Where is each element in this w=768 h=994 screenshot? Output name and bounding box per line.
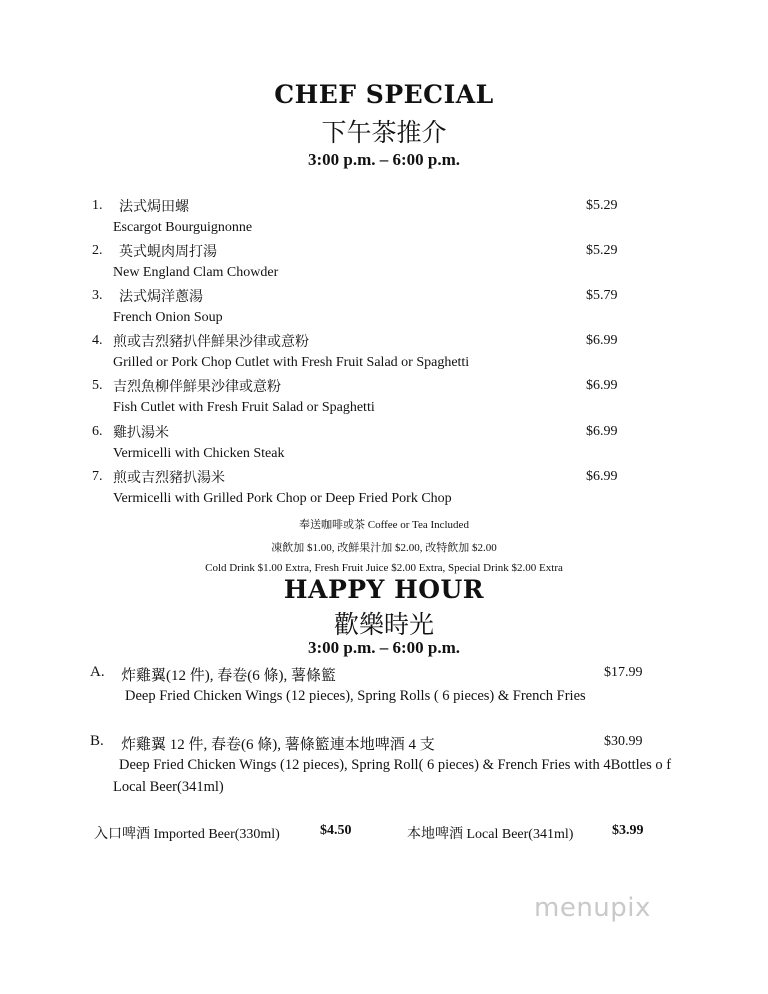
chef-special-title-zh: 下午茶推介 (321, 120, 447, 147)
item-number: 6. (92, 424, 103, 439)
item-number: 1. (92, 198, 103, 213)
item-name-zh: 吉烈魚柳伴鮮果沙律或意粉 (113, 380, 281, 395)
happy-hour-letter: B. (90, 733, 104, 749)
happy-hour-letter: A. (90, 664, 105, 680)
item-price: $6.99 (586, 424, 618, 439)
happy-hour-item-zh: 炸雞翼 12 件, 春卷(6 條), 薯條籃連本地啤酒 4 支 (121, 737, 435, 753)
happy-hour-item-zh: 炸雞翼(12 件), 春卷(6 條), 薯條籃 (121, 668, 336, 684)
item-number: 3. (92, 288, 103, 303)
local-beer-price: $3.99 (612, 823, 644, 838)
item-name-en: New England Clam Chowder (113, 265, 279, 280)
happy-hour-item-en: Deep Fried Chicken Wings (12 pieces), Spring Rolls ( 6 pieces) & French Fries (125, 688, 586, 704)
item-price: $5.29 (586, 243, 618, 258)
item-number: 4. (92, 333, 103, 348)
item-name-en: Fish Cutlet with Fresh Fruit Salad or Spaghetti (113, 400, 375, 415)
item-name-zh: 法式焗洋蔥湯 (119, 290, 203, 305)
menupix-watermark: menupix (534, 893, 651, 923)
item-name-en: Grilled or Pork Chop Cutlet with Fresh Fruit Salad or Spaghetti (113, 355, 470, 370)
item-name-zh: 雞扒湯米 (113, 426, 169, 441)
drink-note-included: 奉送咖啡或茶 Coffee or Tea Included (299, 519, 469, 531)
item-name-zh: 煎或吉烈豬扒伴鮮果沙律或意粉 (113, 335, 309, 350)
item-name-en: Escargot Bourguignonne (113, 220, 253, 235)
happy-hour-item-en: Deep Fried Chicken Wings (12 pieces), Spring Roll( 6 pieces) & French Fries with 4Bottles o f (119, 757, 672, 773)
happy-hour-hours: 3:00 p.m. – 6:00 p.m. (307, 638, 461, 657)
drink-note-en: Cold Drink $1.00 Extra, Fresh Fruit Juice $2.00 Extra, Special Drink $2.00 Extra (205, 562, 563, 574)
item-name-en: French Onion Soup (113, 310, 223, 325)
item-name-zh: 法式焗田螺 (119, 200, 189, 215)
happy-hour-title: HAPPY HOUR (283, 575, 485, 604)
local-beer-label: 本地啤酒 Local Beer(341ml) (407, 827, 574, 842)
imported-beer-price: $4.50 (320, 823, 352, 838)
happy-hour-item-en-cont: Local Beer(341ml) (113, 779, 224, 795)
item-price: $6.99 (586, 469, 618, 484)
item-name-zh: 英式蜆肉周打湯 (119, 245, 217, 260)
item-number: 7. (92, 469, 103, 484)
item-name-en: Vermicelli with Chicken Steak (113, 446, 285, 461)
happy-hour-title-zh: 歡樂時光 (333, 612, 434, 639)
chef-special-title: CHEF SPECIAL (274, 80, 494, 109)
imported-beer-label: 入口啤酒 Imported Beer(330ml) (94, 827, 280, 842)
happy-hour-price: $17.99 (604, 665, 643, 680)
item-price: $5.29 (586, 198, 618, 213)
item-price: $5.79 (586, 288, 618, 303)
chef-special-hours: 3:00 p.m. – 6:00 p.m. (307, 150, 461, 169)
item-price: $6.99 (586, 333, 618, 348)
item-name-zh: 煎或吉烈豬扒湯米 (113, 471, 225, 486)
item-number: 2. (92, 243, 103, 258)
drink-note-zh: 凍飲加 $1.00, 改鮮果汁加 $2.00, 改特飲加 $2.00 (271, 542, 497, 554)
item-number: 5. (92, 378, 103, 393)
item-name-en: Vermicelli with Grilled Pork Chop or Deep Fried Pork Chop (113, 491, 452, 506)
happy-hour-price: $30.99 (604, 734, 643, 749)
item-price: $6.99 (586, 378, 618, 393)
